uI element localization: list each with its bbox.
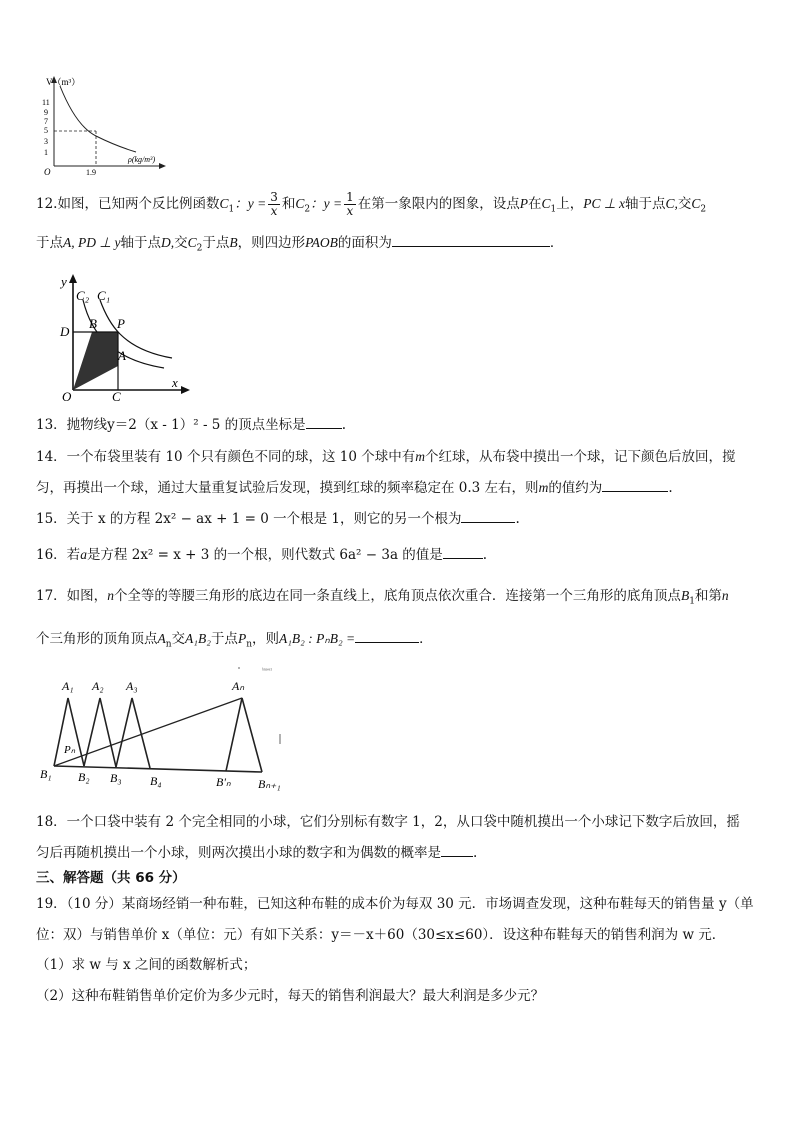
label-a2: A₂ <box>92 679 104 693</box>
label: x <box>172 375 178 390</box>
label: C₂ <box>76 288 90 303</box>
y-tick: 5 <box>44 126 48 135</box>
triangle-2 <box>84 698 116 767</box>
triangle-n <box>226 698 262 772</box>
label: C₁ <box>97 288 111 303</box>
hyperbola-figure <box>56 270 196 404</box>
answer-blank[interactable] <box>392 232 550 247</box>
label-b4: B₄ <box>150 774 162 788</box>
label: A <box>118 348 126 363</box>
triangles-figure <box>36 664 296 794</box>
label: O <box>62 389 72 404</box>
answer-blank[interactable] <box>441 842 473 857</box>
y-tick: 9 <box>44 108 48 117</box>
label-an: Aₙ <box>232 679 245 693</box>
y-tick: 11 <box>42 98 50 107</box>
q12-line2: 于点A, PD ⊥ y轴于点D,交$C_2$于点B，则四边形PAOB的面积为 ． <box>36 232 563 259</box>
fraction-3-over-x: $\frac{3}{x}$ <box>270 190 278 218</box>
label-bn1: Bₙ₊₁ <box>258 777 281 791</box>
q17-line2: 个三角形的顶角顶点$A_n$交A₁B₂于点$P_n$，则A₁B₂ : PₙB₂ = ． <box>36 628 433 655</box>
y-tick: 3 <box>44 137 48 146</box>
label-pn: Pₙ <box>64 744 76 756</box>
q18-line2: 匀后再随机摸出一个小球，则两次摸出小球的数字和为偶数的概率是 . <box>36 842 477 863</box>
label: C <box>112 389 121 404</box>
fraction-1-over-x: $\frac{1}{x}$ <box>346 190 354 218</box>
label-bn: B'ₙ <box>216 775 231 789</box>
section-title: 三、解答题（共 66 分） <box>36 870 186 886</box>
answer-blank[interactable] <box>443 544 483 559</box>
q19-sub2: （2）这种布鞋销售单价定价为多少元时，每天的销售利润最大？最大利润是多少元？ <box>36 988 545 1004</box>
label: y <box>61 274 67 289</box>
y-tick: 7 <box>44 117 48 126</box>
y-arrow <box>69 274 77 283</box>
label-b3: B₃ <box>110 771 122 785</box>
label: P <box>117 316 125 331</box>
q16: 16．若a是方程 2x² = x + 3 的一个根，则代数式 6a² − 3a 的值是 . <box>36 544 487 565</box>
q19-sub1: （1）求 w 与 x 之间的函数解析式； <box>36 957 257 973</box>
q12-line1: 12.如图，已知两个反比例函数$C_1$：y = $\frac{3}{x}$ 和$C_2$：y = $\frac{1}{x}$ 在第一象限内的图象，设点P在$C_1$上，PC ⊥ x轴于点C,交$C_2$ <box>36 190 707 218</box>
line-b1-an <box>54 698 242 766</box>
y-tick: 1 <box>44 148 48 157</box>
answer-blank[interactable] <box>602 477 668 492</box>
label: B <box>89 316 97 331</box>
q18-line1: 18．一个口袋中装有 2 个完全相同的小球，它们分别标有数字 1，2，从口袋中随机摸出一个小球记下数字后放回，摇 <box>36 814 740 830</box>
label-a3: A₃ <box>126 679 138 693</box>
corner-mark: ᵇⁿᵃᵉˢ¹ <box>262 668 272 674</box>
q14-line2: 匀，再摸出一个球，通过大量重复试验后发现，摸到红球的频率稳定在 0.3 左右，则m的值约为 . <box>36 477 673 498</box>
label-b1: B₁ <box>40 767 52 781</box>
q17-line1: 17．如图，n个全等的等腰三角形的底边在同一条直线上，底角顶点依次重合．连接第一个三角形的底角顶点$B_1$和第n <box>36 588 729 607</box>
answer-blank[interactable] <box>355 628 419 643</box>
answer-blank[interactable] <box>306 414 342 429</box>
origin-label: O <box>44 167 51 177</box>
volume-density-graph <box>36 74 176 178</box>
y-axis-label: V（m³） <box>46 77 81 87</box>
label-b2: B₂ <box>78 770 90 784</box>
x-tick: 1.9 <box>86 168 96 177</box>
label: D <box>60 324 70 339</box>
q15: 15．关于 x 的方程 2x² − ax + 1 = 0 一个根是 1，则它的另一个根为 . <box>36 508 520 529</box>
answer-blank[interactable] <box>461 508 515 523</box>
label-a1: A₁ <box>62 679 74 693</box>
q19-line1: 19．（10 分）某商场经销一种布鞋，已知这种布鞋的成本价为每双 30 元．市场调查发现，这种布鞋每天的销售量 y（单 <box>36 896 754 912</box>
q13: 13．抛物线y＝2（x - 1）² - 5 的顶点坐标是 . <box>36 414 346 435</box>
x-axis-label: ρ(kg/m³) <box>128 155 156 164</box>
q14-line1: 14．一个布袋里装有 10 个只有颜色不同的球，这 10 个球中有m个红球，从布袋中摸出一个球，记下颜色后放回，搅 <box>36 449 736 465</box>
x-arrow <box>181 386 190 394</box>
quadrilateral-paob <box>73 332 118 390</box>
q19-line2: 位：双）与销售单价 x（单位：元）有如下关系：y＝－x＋60（30≤x≤60）．设这种布鞋每天的销售利润为 w 元． <box>36 927 726 943</box>
x-arrow <box>159 163 166 169</box>
curve <box>60 86 136 152</box>
